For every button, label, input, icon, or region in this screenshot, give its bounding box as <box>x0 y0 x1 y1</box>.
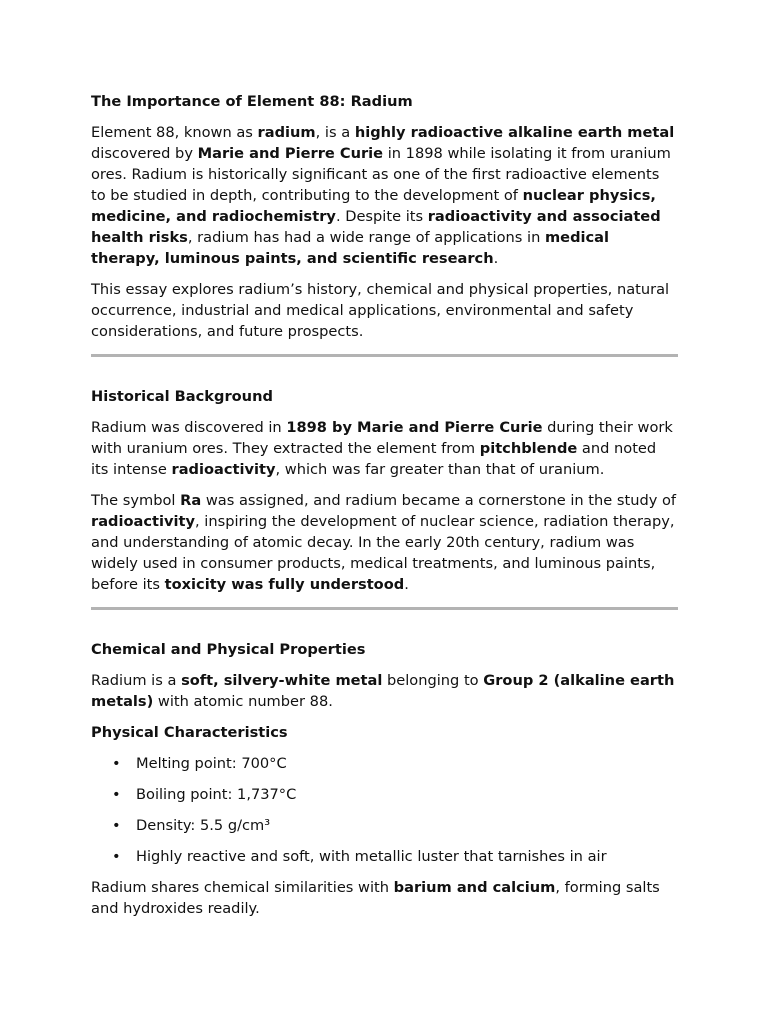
emphasis-text: toxicity was fully understood <box>164 576 405 593</box>
list-item-text: Melting point: 700°C <box>136 755 287 772</box>
properties-paragraph-2: Radium shares chemical similarities with barium and calcium, forming salts and hydroxides readily. <box>91 879 660 917</box>
emphasis-text: pitchblende <box>479 440 578 457</box>
bullet-icon: • <box>112 817 121 834</box>
emphasis-text: 1898 by Marie and Pierre Curie <box>286 419 543 436</box>
emphasis-text: medical therapy, luminous paints, and scientific research <box>91 229 610 267</box>
intro-paragraph-2: This essay explores radium’s history, chemical and physical properties, natural occurrence, industrial and medical applications, environmental and safety considerations, and future prospects. <box>91 281 670 340</box>
emphasis-text: nuclear physics, medicine, and radiochemistry <box>91 187 656 225</box>
emphasis-text: Ra <box>180 492 202 509</box>
list-item-text: Boiling point: 1,737°C <box>136 786 297 803</box>
history-heading: Historical Background <box>91 388 273 405</box>
section-divider <box>91 354 678 357</box>
emphasis-text: barium and calcium <box>393 879 556 896</box>
emphasis-text: soft, silvery-white metal <box>181 672 383 689</box>
properties-heading: Chemical and Physical Properties <box>91 641 366 658</box>
bullet-icon: • <box>112 848 121 865</box>
physical-characteristics-list <box>91 753 678 867</box>
history-paragraph-2: The symbol Ra was assigned, and radium became a cornerstone in the study of radioactivity, inspiring the development of nuclear science, radiation therapy, and understanding of atomic decay. In the early 20th century, radium was widely used in consumer products, medical treatments, and luminous paints, before its toxicity was fully understood. <box>91 492 677 593</box>
list-item <box>91 815 678 836</box>
list-item <box>91 846 678 867</box>
list-item-text: Highly reactive and soft, with metallic luster that tarnishes in air <box>136 848 607 865</box>
emphasis-text: Marie and Pierre Curie <box>197 145 384 162</box>
physical-characteristics-heading: Physical Characteristics <box>91 724 288 741</box>
list-item-text: Density: 5.5 g/cm³ <box>136 817 271 834</box>
document-title: The Importance of Element 88: Radium <box>91 93 413 110</box>
history-paragraph-1: Radium was discovered in 1898 by Marie and Pierre Curie during their work with uranium ores. They extracted the element from pitchblende and noted its intense radioactivity, which was far greater than that of uranium. <box>91 419 673 478</box>
section-divider <box>91 607 678 610</box>
emphasis-text: radioactivity and associated health risks <box>91 208 661 246</box>
emphasis-text: radium <box>257 124 316 141</box>
list-item <box>91 753 678 774</box>
list-item <box>91 784 678 805</box>
emphasis-text: radioactivity <box>91 513 196 530</box>
properties-paragraph-1: Radium is a soft, silvery-white metal belonging to Group 2 (alkaline earth metals) with atomic number 88. <box>91 672 675 710</box>
intro-paragraph-1: Element 88, known as radium, is a highly radioactive alkaline earth metal discovered by Marie and Pierre Curie in 1898 while isolating it from uranium ores. Radium is historically significant as one of the first radioactive elements to be studied in depth, contributing to the development of nuclear physics, medicine, and radiochemistry. Despite its radioactivity and associated health risks, radium has had a wide range of applications in medical therapy, luminous paints, and scientific research. <box>91 124 675 267</box>
bullet-icon: • <box>112 786 121 803</box>
emphasis-text: highly radioactive alkaline earth metal <box>354 124 675 141</box>
bullet-icon: • <box>112 755 121 772</box>
emphasis-text: Group 2 (alkaline earth metals) <box>91 672 675 710</box>
emphasis-text: radioactivity <box>171 461 276 478</box>
